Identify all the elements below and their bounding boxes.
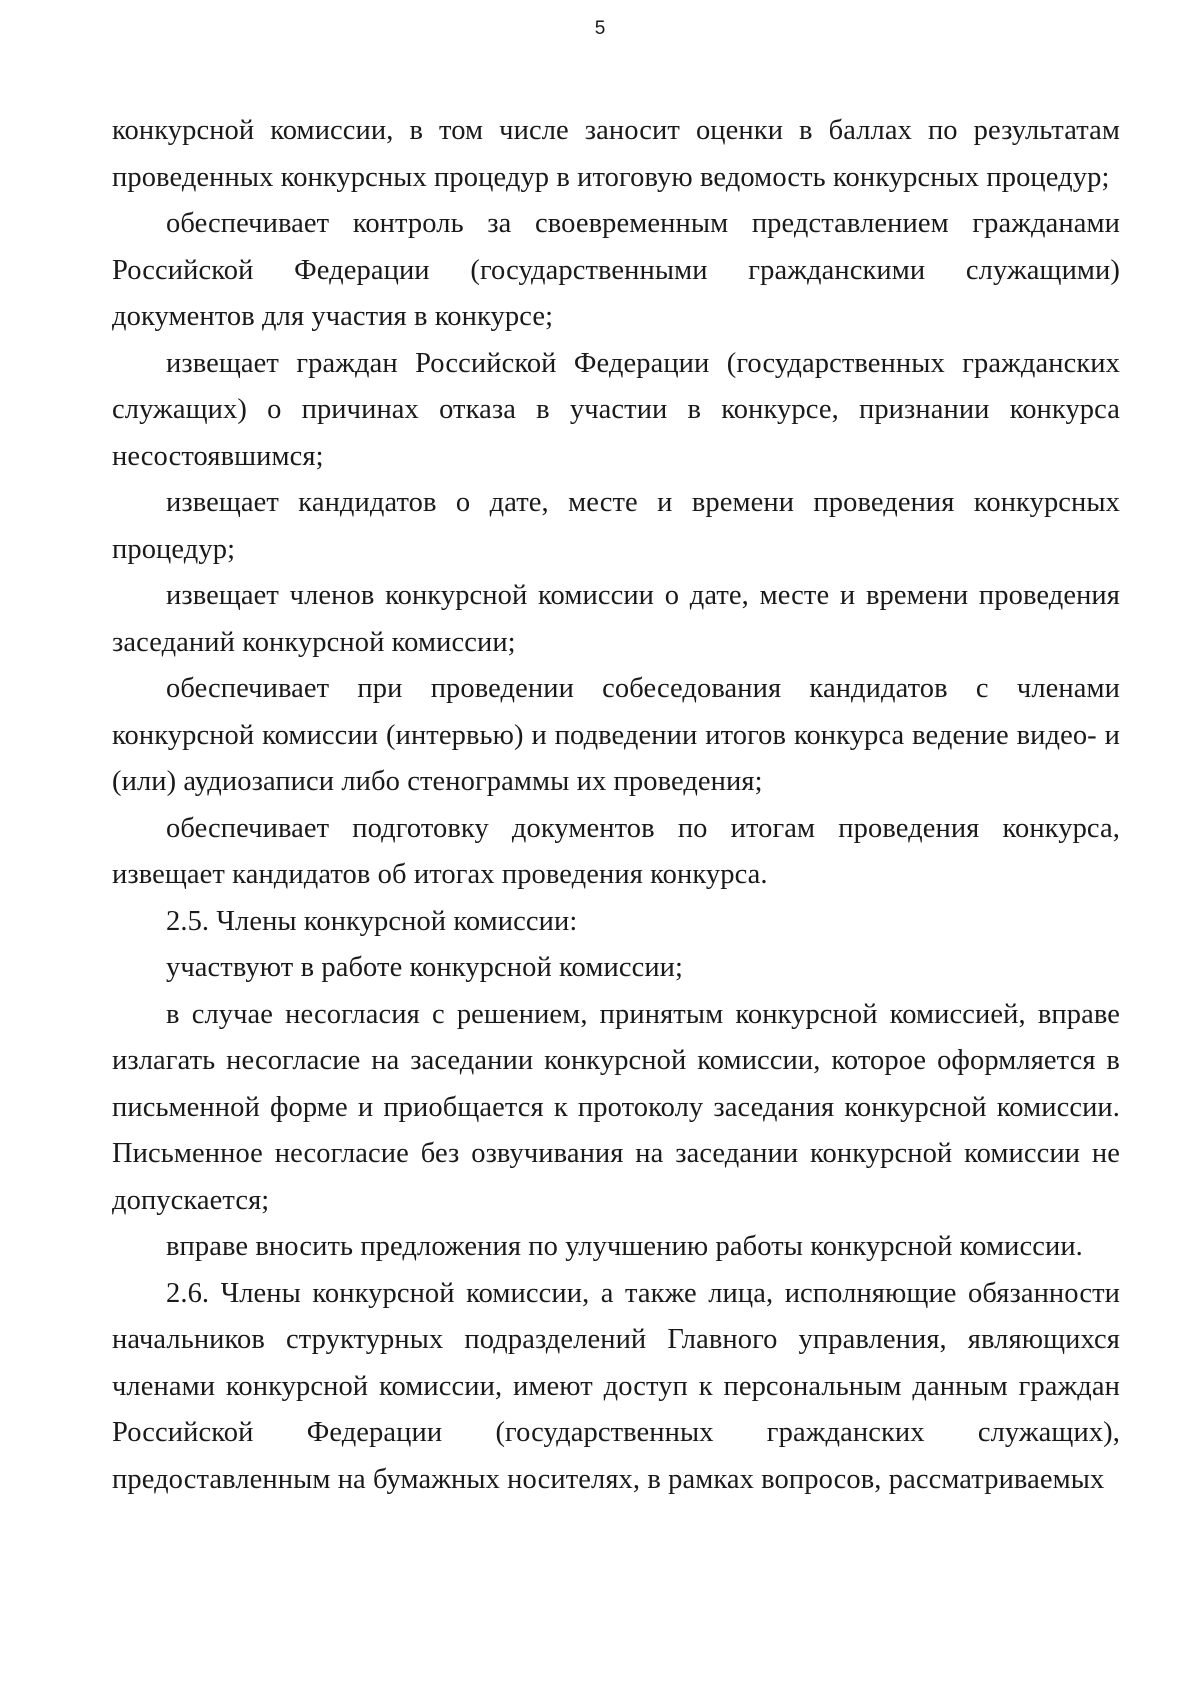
paragraph-members-notice: извещает членов конкурсной комиссии о дате, месте и времени проведения заседаний конкурсной комиссии;	[112, 580, 1120, 658]
paragraph-commission-secretary-duties-continued: конкурсной комиссии, в том числе заносит оценки в баллах по результатам проведенных конкурсных процедур в итоговую ведомость конкурсных процедур;	[112, 115, 1120, 193]
paragraph-document-control: обеспечивает контроль за своевременным представлением гражданами Российской Федерации (государственными гражданскими служащими) документов для участия в конкурсе;	[112, 208, 1120, 332]
paragraph-proposals: вправе вносить предложения по улучшению работы конкурсной комиссии.	[166, 1231, 1083, 1262]
paragraph-disagreement: в случае несогласия с решением, принятым конкурсной комиссией, вправе излагать несогласие на заседании конкурсной комиссии, которое оформляется в письменной форме и приобщается к протоколу заседания конкурсной комиссии. Письменное несогласие без озвучивания на заседании конкурсной комиссии не допускается;	[112, 998, 1120, 1216]
page-number: 5	[594, 18, 606, 39]
paragraph-recording: обеспечивает при проведении собеседования кандидатов с членами конкурсной комиссии (интервью) и подведении итогов конкурса ведение видео- и (или) аудиозаписи либо стенограммы их проведения;	[112, 673, 1120, 797]
section-heading-2-5: 2.5. Члены конкурсной комиссии:	[166, 905, 578, 937]
document-body	[112, 108, 1120, 1503]
paragraph-results-documents: обеспечивает подготовку документов по итогам проведения конкурса, извещает кандидатов об итогах проведения конкурса.	[112, 812, 1120, 890]
section-2-6-personal-data-access: 2.6. Члены конкурсной комиссии, а также лица, исполняющие обязанности начальников структурных подразделений Главного управления, являющихся членами конкурсной комиссии, имеют доступ к персональным данным граждан Российской Федерации (государственных гражданских служащих), предоставленным на бумажных носителях, в рамках вопросов, рассматриваемых	[112, 1277, 1120, 1495]
paragraph-participation: участвуют в работе конкурсной комиссии;	[166, 952, 684, 983]
paragraph-candidates-notice: извещает кандидатов о дате, месте и времени проведения конкурсных процедур;	[112, 487, 1120, 565]
paragraph-refusal-notice: извещает граждан Российской Федерации (государственных гражданских служащих) о причинах отказа в участии в конкурсе, признании конкурса несостоявшимся;	[112, 347, 1120, 472]
